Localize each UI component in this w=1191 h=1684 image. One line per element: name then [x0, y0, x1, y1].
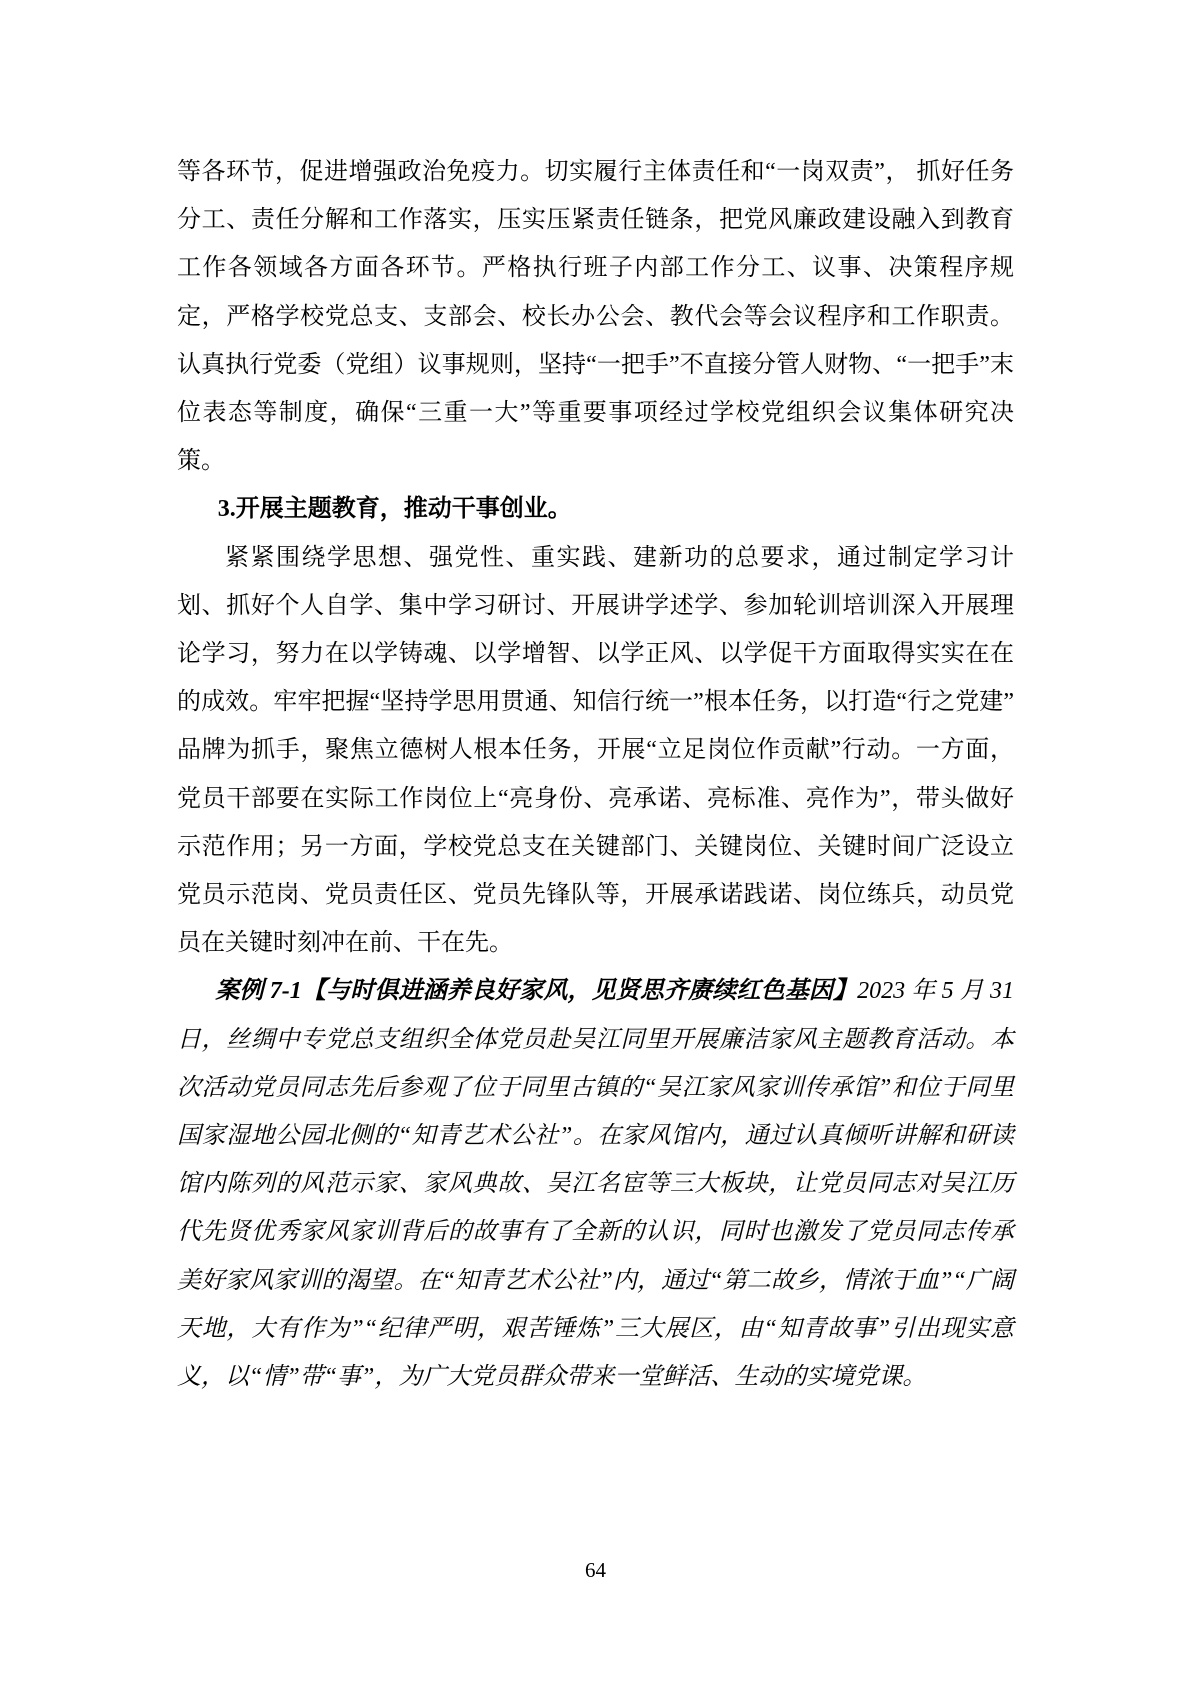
paragraph-theme-education: 紧紧围绕学思想、强党性、重实践、建新功的总要求，通过制定学习计划、抓好个人自学、集中学习研讨、开展讲学述学、参加轮训培训深入开展理论学习，努力在以学铸魂、以学增智、以学正风、以学促干方面取得实实在在的成效。牢牢把握“坚持学思用贯通、知信行统一”根本任务，以打造“行之党建”品牌为抓手，聚焦立德树人根本任务，开展“立足岗位作贡献”行动。一方面，党员干部要在实际工作岗位上“亮身份、亮承诺、亮标准、亮作为”，带头做好示范作用；另一方面，学校党总支在关键部门、关键岗位、关键时间广泛设立党员示范岗、党员责任区、党员先锋队等，开展承诺践诺、岗位练兵，动员党员在关键时刻冲在前、干在先。	[177, 544, 1014, 957]
section-heading-3: 3.开展主题教育，推动干事创业。	[217, 496, 572, 523]
paragraph-case-7-1	[177, 967, 1014, 1401]
case-title: 案例 7-1【与时俱进涵养良好家风，见贤思齐赓续红色基因】	[215, 978, 858, 1005]
page-body	[177, 148, 1014, 1401]
paragraph-responsibility: 等各环节，促进增强政治免疫力。切实履行主体责任和“一岗双责”， 抓好任务分工、责任分解和工作落实，压实压紧责任链条，把党风廉政建设融入到教育工作各领域各方面各环节。严格执行班子内部工作分工、议事、决策程序规定，严格学校党总支、支部会、校长办公会、教代会等会议程序和工作职责。认真执行党委（党组）议事规则，坚持“一把手”不直接分管人财物、“一把手”末位表态等制度，确保“三重一大”等重要事项经过学校党组织会议集体研究决策。	[177, 159, 1014, 475]
page-number: 64	[585, 1558, 606, 1582]
case-text: 2023 年 5 月 31 日，丝绸中专党总支组织全体党员赴吴江同里开展廉洁家风主题教育活动。本次活动党员同志先后参观了位于同里古镇的“吴江家风家训传承馆”和位于同里国家湿地公园北侧的“知青艺术公社”。在家风馆内，通过认真倾听讲解和研读馆内陈列的风范示家、家风典故、吴江名宦等三大板块，让党员同志对吴江历代先贤优秀家风家训背后的故事有了全新的认识，同时也激发了党员同志传承美好家风家训的渴望。在“知青艺术公社”内，通过“第二故乡，情浓于血”“广阔天地，大有作为”“纪律严明，艰苦锤炼”三大展区，由“知青故事”引出现实意义，以“情”带“事”，为广大党员群众带来一堂鲜活、生动的实境党课。	[177, 978, 1014, 1391]
